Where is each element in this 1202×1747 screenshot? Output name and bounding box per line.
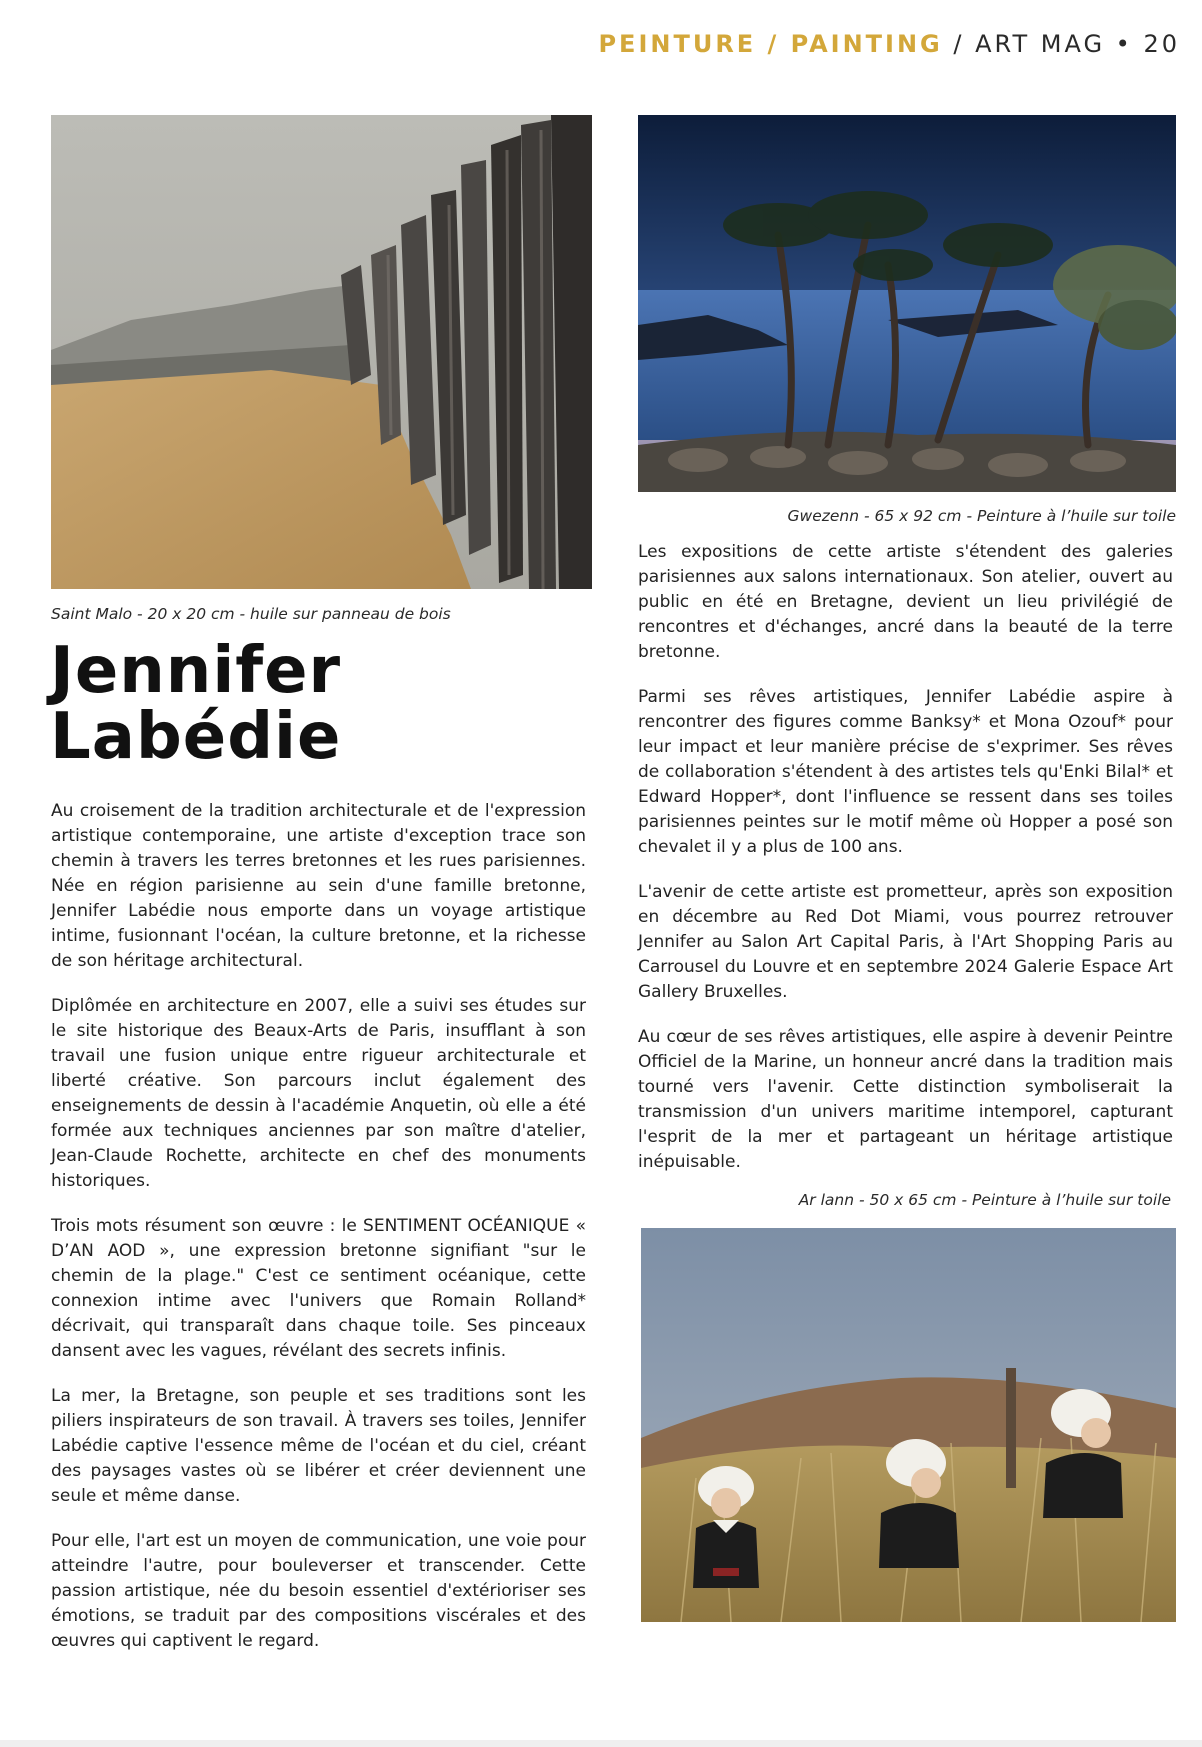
left-text-column [51,799,586,1674]
painting-gwezenn [638,115,1176,492]
caption-saint-malo: Saint Malo - 20 x 20 cm - huile sur panneau de bois [51,605,451,623]
caption-gwezenn: Gwezenn - 65 x 92 cm - Peinture à l’huile sur toile [787,507,1176,525]
paragraph: La mer, la Bretagne, son peuple et ses traditions sont les piliers inspirateurs de son travail. À travers ses toiles, Jennifer Labédie captive l'essence même de l'océan et du ciel, créant des paysages vastes où se libérer et créer deviennent une seule et même danse. [51,1386,586,1506]
paragraph: Les expositions de cette artiste s'étendent des galeries parisiennes aux salons internationaux. Son atelier, ouvert au public en été en Bretagne, devient un lieu privilégié de rencontres et d'échanges, ancré dans la beauté de la terre bretonne. [638,542,1173,662]
title-first-name: Jennifer [50,634,342,708]
caption-ar-lann: Ar lann - 50 x 65 cm - Peinture à l’huile sur toile [798,1191,1171,1209]
page-header [598,30,1180,58]
paragraph: Au croisement de la tradition architecturale et de l'expression artistique contemporaine, une artiste d'exception trace son chemin à travers les terres bretonnes et les rues parisiennes. Née en région parisienne au sein d'une famille bretonne, Jennifer Labédie nous emporte dans un voyage artistique intime, fusionnant l'océan, la culture bretonne, et la richesse de son héritage architectural. [51,801,586,971]
right-text-column [638,540,1173,1195]
paragraph: Trois mots résument son œuvre : le SENTIMENT OCÉANIQUE « D’AN AOD », une expression bretonne signifiant "sur le chemin de la plage." C'est ce sentiment océanique, cette connexion intime avec l'univers que Romain Rolland* décrivait, qui transparaît dans chaque toile. Ses pinceaux dansent avec les vagues, révélant des secrets infinis. [51,1216,586,1361]
paragraph: Parmi ses rêves artistiques, Jennifer Labédie aspire à rencontrer des figures comme Banksy* et Mona Ozouf* pour leur impact et leur manière précise de s'exprimer. Ses rêves de collaboration s'étendent à des artistes tels qu'Enki Bilal* et Edward Hopper*, dont l'influence se ressent dans ses toiles parisiennes peintes sur le motif même où Hopper a posé son chevalet il y a plus de 100 ans. [638,687,1173,857]
paragraph: L'avenir de cette artiste est prometteur, après son exposition en décembre au Red Dot Miami, vous pourrez retrouver Jennifer au Salon Art Capital Paris, à l'Art Shopping Paris au Carrousel du Louvre et en septembre 2024 Galerie Espace Art Gallery Bruxelles. [638,882,1173,1002]
magazine-page-label: / ART MAG • 20 [953,30,1180,58]
section-label: PEINTURE / PAINTING [598,30,943,58]
painting-saint-malo [51,115,592,589]
paragraph: Au cœur de ses rêves artistiques, elle aspire à devenir Peintre Officiel de la Marine, un honneur ancré dans la tradition mais tourné vers l'avenir. Cette distinction symboliserait la transmission d'un univers maritime intemporel, capturant l'esprit de la mer et partageant un héritage artistique inépuisable. [638,1027,1173,1172]
article-title [50,634,342,774]
paragraph: Diplômée en architecture en 2007, elle a suivi ses études sur le site historique des Beaux-Arts de Paris, insufflant à son travail une fusion unique entre rigueur architecturale et liberté créative. Son parcours inclut également des enseignements de dessin à l'académie Anquetin, où elle a été formée aux techniques anciennes par son maître d'atelier, Jean-Claude Rochette, architecte en chef des monuments historiques. [51,996,586,1191]
page-footer-rule [0,1740,1202,1747]
title-last-name: Labédie [50,700,342,774]
paragraph: Pour elle, l'art est un moyen de communication, une voie pour atteindre l'autre, pour bouleverser et transcender. Cette passion artistique, née du besoin essentiel d'extérioriser ses émotions, se traduit par des compositions viscérales et des œuvres qui captivent le regard. [51,1531,586,1651]
painting-ar-lann [641,1228,1176,1622]
